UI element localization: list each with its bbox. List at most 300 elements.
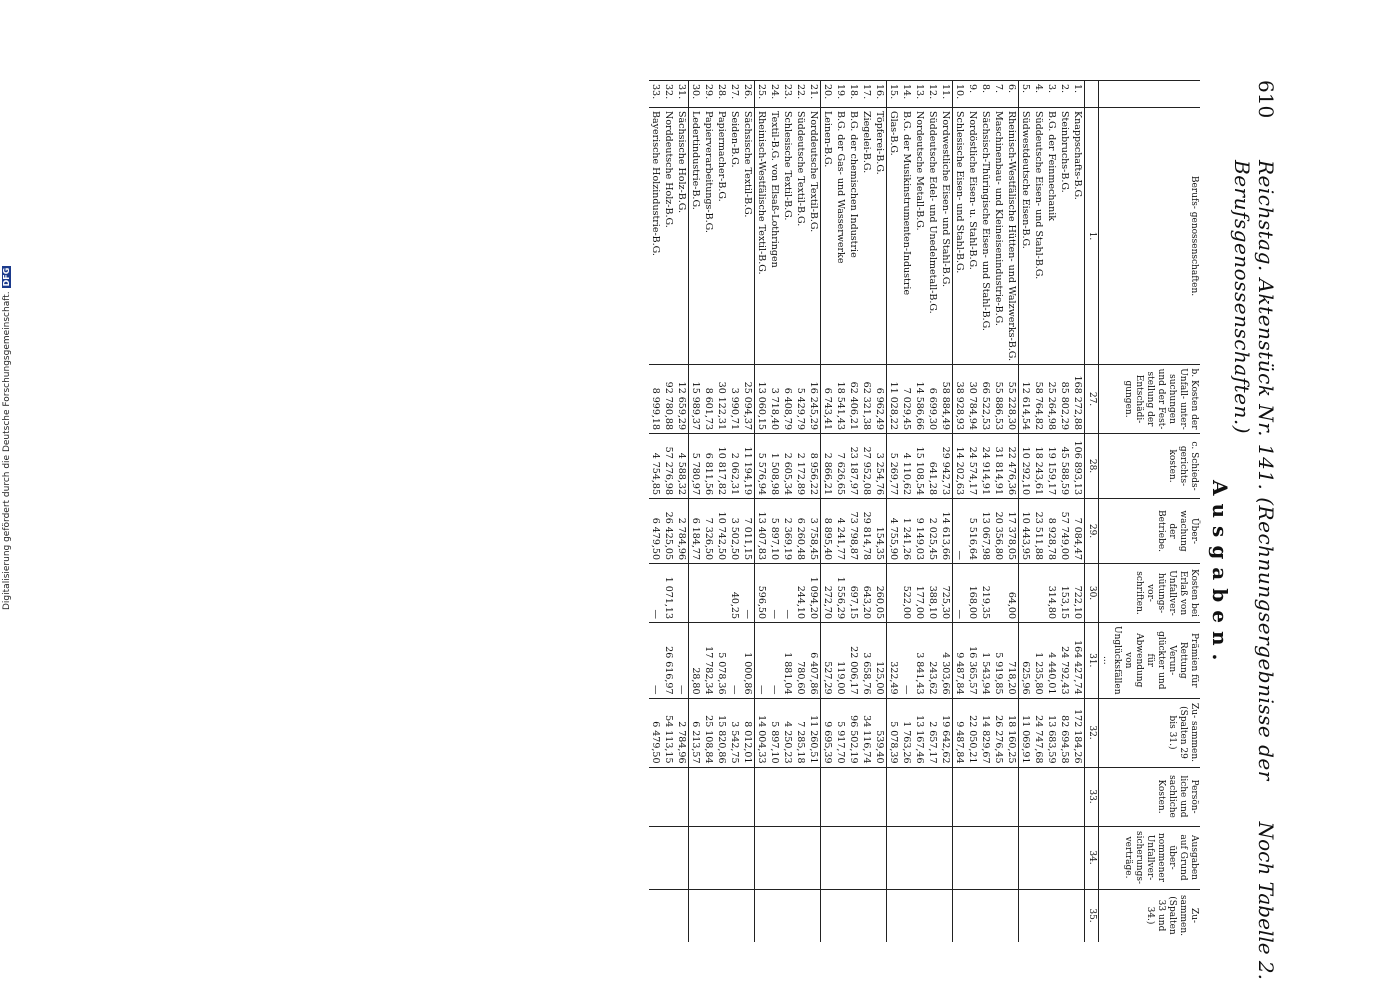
row-number: 2. — [1058, 81, 1071, 108]
column-number: 32. — [1085, 698, 1099, 767]
cell-c31: 28,80 — [689, 623, 703, 699]
cell-c32: 19 642,62 — [939, 698, 953, 767]
cell-c29: 8 928,78 — [1045, 499, 1058, 564]
row-name: Schlesische Textil-B.G. — [781, 108, 794, 365]
cell-c31: 1 000,86 — [741, 623, 755, 699]
table-row — [1019, 81, 1033, 942]
row-number: 3. — [1045, 81, 1058, 108]
cell-c30: 244,10 — [794, 564, 807, 623]
row-name: Nordöstliche Eisen- u. Stahl-B.G. — [966, 108, 979, 365]
column-number: 34. — [1085, 826, 1099, 889]
cell-c27: 7 029,45 — [900, 365, 913, 434]
empty-cell — [1058, 767, 1071, 826]
empty-cell — [1019, 767, 1033, 826]
empty-cell — [1019, 889, 1033, 942]
row-name: Süddeutsche Eisen- und Stahl-B.G. — [1032, 108, 1045, 365]
row-name: Sächsische Holz-B.G. — [675, 108, 689, 365]
cell-c28: 57 276,98 — [662, 434, 675, 499]
empty-cell — [675, 889, 689, 942]
column-header: Prämien für Rettung Verun- glückter und für Abwendung von Unglücksfällen ... — [1099, 623, 1201, 699]
cell-c28: 4 754,85 — [649, 434, 662, 499]
empty-cell — [860, 767, 873, 826]
row-number: 9. — [966, 81, 979, 108]
table-row — [887, 81, 901, 942]
cell-c32: 7 285,18 — [794, 698, 807, 767]
cell-c32: 24 747,68 — [1032, 698, 1045, 767]
empty-cell — [755, 767, 769, 826]
empty-cell — [715, 767, 728, 826]
cell-c27: 8 601,73 — [702, 365, 715, 434]
cell-c31: — — [900, 623, 913, 699]
table-reference: Noch Tabelle 2. — [1254, 821, 1278, 980]
cell-c31: 243,62 — [926, 623, 939, 699]
cell-c28: 5 780,97 — [689, 434, 703, 499]
cell-c27: 6 699,30 — [926, 365, 939, 434]
section-title: Ausgaben. — [1208, 480, 1232, 669]
row-number: 29. — [702, 81, 715, 108]
cell-c31: 22 006,17 — [847, 623, 860, 699]
table-row — [821, 81, 835, 942]
empty-cell — [794, 889, 807, 942]
cell-c27: 6 743,41 — [821, 365, 835, 434]
cell-c31: 9 487,84 — [953, 623, 967, 699]
empty-cell — [966, 889, 979, 942]
cell-c30: 1 094,20 — [807, 564, 821, 623]
cell-c28: 7 626,65 — [834, 434, 847, 499]
cell-c28: 6 811,56 — [702, 434, 715, 499]
column-number: 35. — [1085, 889, 1099, 942]
empty-cell — [1058, 826, 1071, 889]
row-name: Schlesische Eisen- und Stahl-B.G. — [953, 108, 967, 365]
row-number: 14. — [900, 81, 913, 108]
cell-c32: 11 260,51 — [807, 698, 821, 767]
cell-c29: 6 479,50 — [649, 499, 662, 564]
cell-c27: 15 989,37 — [689, 365, 703, 434]
cell-c31: 1 543,94 — [979, 623, 992, 699]
dfg-logo: DFG — [2, 267, 11, 287]
table-row — [939, 81, 953, 942]
cell-c31: — — [675, 623, 689, 699]
row-name: Ledertindustrie-B.G. — [689, 108, 703, 365]
cell-c32: 13 683,59 — [1045, 698, 1058, 767]
empty-cell — [675, 826, 689, 889]
empty-cell — [913, 767, 926, 826]
row-number: 30. — [689, 81, 703, 108]
row-number: 33. — [649, 81, 662, 108]
cell-c32: 8 012,01 — [741, 698, 755, 767]
cell-c31: 5 919,85 — [992, 623, 1005, 699]
row-number: 32. — [662, 81, 675, 108]
cell-c30: — — [741, 564, 755, 623]
cell-c28: 2 172,89 — [794, 434, 807, 499]
empty-cell — [860, 889, 873, 942]
empty-cell — [794, 826, 807, 889]
cell-c29: 29 814,78 — [860, 499, 873, 564]
empty-cell — [1058, 889, 1071, 942]
cell-c28: 5 269,77 — [887, 434, 901, 499]
cell-c32: 14 004,33 — [755, 698, 769, 767]
row-name: Sächsische Textil-B.G. — [741, 108, 755, 365]
cell-c31: 24 792,43 — [1058, 623, 1071, 699]
cell-c28: 3 254,76 — [873, 434, 887, 499]
empty-cell — [807, 889, 821, 942]
cell-c31: 125,00 — [873, 623, 887, 699]
cell-c30: 314,80 — [1045, 564, 1058, 623]
cell-c27: 38 928,93 — [953, 365, 967, 434]
cell-c31: 119,00 — [834, 623, 847, 699]
table-row — [979, 81, 992, 942]
table-row — [966, 81, 979, 942]
empty-cell — [821, 826, 835, 889]
cell-c28: 24 914,91 — [979, 434, 992, 499]
empty-cell — [953, 889, 967, 942]
cell-c30: 697,15 — [847, 564, 860, 623]
column-header: Ausgaben auf Grund über- nommener Unfallver- sicherungs- verträge. — [1099, 826, 1201, 889]
cell-c31: 3 658,76 — [860, 623, 873, 699]
cell-c29: 13 067,98 — [979, 499, 992, 564]
row-number: 20. — [821, 81, 835, 108]
cell-c32: 6 213,57 — [689, 698, 703, 767]
row-name: Süddeutsche Edel- und Unedelmetall-B.G. — [926, 108, 939, 365]
row-number: 26. — [741, 81, 755, 108]
column-header: Persön- liche und sachliche Kosten. — [1099, 767, 1201, 826]
cell-c31: — — [728, 623, 741, 699]
column-number: 1. — [1085, 108, 1099, 365]
empty-cell — [1071, 889, 1085, 942]
cell-c29: 10 742,50 — [715, 499, 728, 564]
empty-cell — [1019, 826, 1033, 889]
row-number: 28. — [715, 81, 728, 108]
cell-c30: 272,70 — [821, 564, 835, 623]
cell-c30: 388,10 — [926, 564, 939, 623]
empty-cell — [1045, 889, 1058, 942]
row-number: 1. — [1071, 81, 1085, 108]
empty-cell — [675, 767, 689, 826]
column-header: Zu- sammen. (Spalten 29 bis 31.) — [1099, 698, 1201, 767]
cell-c32: 54 113,15 — [662, 698, 675, 767]
column-header: Kosten bei Erlaß von Unfallver- hütungs- vor- schriften. — [1099, 564, 1201, 623]
cell-c28: 23 187,97 — [847, 434, 860, 499]
row-number: 13. — [913, 81, 926, 108]
row-number: 21. — [807, 81, 821, 108]
cell-c30: 168,00 — [966, 564, 979, 623]
cell-c30: — — [953, 564, 967, 623]
table-row — [1032, 81, 1045, 942]
cell-c31: 16 365,57 — [966, 623, 979, 699]
empty-cell — [649, 767, 662, 826]
cell-c29: 9 149,03 — [913, 499, 926, 564]
cell-c29: 73 798,87 — [847, 499, 860, 564]
cell-c29: 3 502,50 — [728, 499, 741, 564]
empty-cell — [979, 767, 992, 826]
row-name: Norddeutsche Holz-B.G. — [662, 108, 675, 365]
row-name: Rheinisch-Westfälische Textil-B.G. — [755, 108, 769, 365]
row-number: 6. — [1005, 81, 1019, 108]
cell-c30 — [675, 564, 689, 623]
cell-c30: 153,15 — [1058, 564, 1071, 623]
row-name: Knappschafts-B.G. — [1071, 108, 1085, 365]
column-header: Über- wachung der Betriebe. — [1099, 499, 1201, 564]
table-row — [702, 81, 715, 942]
cell-c29: 2 025,45 — [926, 499, 939, 564]
cell-c32: 4 250,23 — [781, 698, 794, 767]
table-row — [1058, 81, 1071, 942]
cell-c27: 16 245,29 — [807, 365, 821, 434]
row-name: Papiermacher-B.G. — [715, 108, 728, 365]
cell-c27: 58 884,49 — [939, 365, 953, 434]
cell-c31: 625,96 — [1019, 623, 1033, 699]
cell-c28: 2 866,21 — [821, 434, 835, 499]
empty-cell — [926, 767, 939, 826]
row-name: Rheinisch-Westfälische Hütten- und Walzwerks-B.G. — [1005, 108, 1019, 365]
row-number: 7. — [992, 81, 1005, 108]
empty-cell — [847, 767, 860, 826]
empty-cell — [1045, 767, 1058, 826]
empty-cell — [689, 826, 703, 889]
table-row — [873, 81, 887, 942]
row-name: B.G. der Feinmechanik — [1045, 108, 1058, 365]
cell-c32: 5 897,10 — [768, 698, 781, 767]
empty-cell — [1045, 826, 1058, 889]
footer-credit — [2, 266, 12, 610]
page-header — [1230, 80, 1280, 980]
empty-cell — [953, 826, 967, 889]
empty-cell — [913, 826, 926, 889]
column-header: Zu- sammen. (Spalten 33 und 34.) — [1099, 889, 1201, 942]
cell-c30: — — [768, 564, 781, 623]
row-number: 23. — [781, 81, 794, 108]
empty-cell — [887, 767, 901, 826]
empty-cell — [702, 889, 715, 942]
cell-c27: 62 406,21 — [847, 365, 860, 434]
empty-cell — [662, 767, 675, 826]
empty-cell — [1032, 826, 1045, 889]
empty-cell — [689, 767, 703, 826]
row-number: 24. — [768, 81, 781, 108]
row-number: 25. — [755, 81, 769, 108]
cell-c30: 40,25 — [728, 564, 741, 623]
cell-c28: 29 942,73 — [939, 434, 953, 499]
cell-c29: 8 895,40 — [821, 499, 835, 564]
cell-c28: 31 814,91 — [992, 434, 1005, 499]
empty-cell — [768, 767, 781, 826]
cell-c28: 45 588,59 — [1058, 434, 1071, 499]
empty-cell — [1032, 767, 1045, 826]
cell-c31: — — [649, 623, 662, 699]
page-number: 610 — [1254, 80, 1278, 119]
row-name: Leinen-B.G. — [821, 108, 835, 365]
table-row — [675, 81, 689, 942]
table-row — [781, 81, 794, 942]
empty-cell — [887, 826, 901, 889]
row-number: 10. — [953, 81, 967, 108]
table-row — [807, 81, 821, 942]
row-number: 4. — [1032, 81, 1045, 108]
cell-c27: 12 614,54 — [1019, 365, 1033, 434]
empty-cell — [992, 767, 1005, 826]
row-name: Maschinenbau- und Kleineisenindustrie-B.G. — [992, 108, 1005, 365]
cell-c29: 154,35 — [873, 499, 887, 564]
cell-c31: 5 078,36 — [715, 623, 728, 699]
row-name: Nordwestliche Eisen- und Stahl-B.G. — [939, 108, 953, 365]
empty-cell — [834, 889, 847, 942]
empty-cell — [873, 826, 887, 889]
cell-c31: 1 235,80 — [1032, 623, 1045, 699]
empty-cell — [728, 889, 741, 942]
cell-c31: 527,29 — [821, 623, 835, 699]
cell-c28: 18 243,61 — [1032, 434, 1045, 499]
data-table — [649, 80, 1200, 942]
empty-cell — [741, 826, 755, 889]
cell-c28: 24 574,17 — [966, 434, 979, 499]
cell-c30 — [887, 564, 901, 623]
row-name: Bayerische Holzindustrie-B.G. — [649, 108, 662, 365]
row-number: 12. — [926, 81, 939, 108]
column-header: c. Schieds- gerichts- kosten. — [1099, 434, 1201, 499]
column-number: 28. — [1085, 434, 1099, 499]
cell-c30: 64,00 — [1005, 564, 1019, 623]
empty-cell — [781, 826, 794, 889]
cell-c30: — — [649, 564, 662, 623]
empty-cell — [662, 826, 675, 889]
cell-c29: 3 758,45 — [807, 499, 821, 564]
cell-c27: 85 802,29 — [1058, 365, 1071, 434]
empty-cell — [1005, 826, 1019, 889]
cell-c28: 8 956,22 — [807, 434, 821, 499]
cell-c28: 4 588,32 — [675, 434, 689, 499]
table-row — [953, 81, 967, 942]
empty-cell — [781, 889, 794, 942]
cell-c32: 96 502,19 — [847, 698, 860, 767]
cell-c32: 1 763,26 — [900, 698, 913, 767]
column-header-row — [1099, 81, 1201, 942]
empty-cell — [860, 826, 873, 889]
row-number: 11. — [939, 81, 953, 108]
row-number: 31. — [675, 81, 689, 108]
cell-c27: 6 962,49 — [873, 365, 887, 434]
empty-cell — [662, 889, 675, 942]
empty-cell — [900, 889, 913, 942]
empty-cell — [755, 889, 769, 942]
table-row — [992, 81, 1005, 942]
cell-c29: 6 260,48 — [794, 499, 807, 564]
cell-c28: 2 605,34 — [781, 434, 794, 499]
empty-cell — [728, 826, 741, 889]
footer-text: Digitalisierung gefördert durch die Deutsche Forschungsgemeinschaft. — [2, 291, 12, 610]
empty-cell — [913, 889, 926, 942]
row-name: B.G. der Musikinstrumenten-Industrie — [900, 108, 913, 365]
cell-c28: 10 817,82 — [715, 434, 728, 499]
table-row — [715, 81, 728, 942]
cell-c30 — [1019, 564, 1033, 623]
empty-cell — [926, 826, 939, 889]
cell-c27: 92 780,88 — [662, 365, 675, 434]
cell-c32: 34 116,74 — [860, 698, 873, 767]
cell-c30: 1 071,13 — [662, 564, 675, 623]
cell-c28: 10 292,10 — [1019, 434, 1033, 499]
cell-c27: 25 264,98 — [1045, 365, 1058, 434]
cell-c30: 722,10 — [1071, 564, 1085, 623]
cell-c32: 25 108,84 — [702, 698, 715, 767]
empty-cell — [715, 889, 728, 942]
cell-c29: 4 241,77 — [834, 499, 847, 564]
row-name: B.G. der chemischen Industrie — [847, 108, 860, 365]
cell-c30 — [1032, 564, 1045, 623]
row-name: B.G. der Gas- und Wasserwerke — [834, 108, 847, 365]
row-name: Sächsisch-Thüringische Eisen- und Stahl-B.G. — [979, 108, 992, 365]
row-name: Norddeutsche Textil-B.G. — [807, 108, 821, 365]
row-name: Textil-B.G. von Elsaß-Lothringen — [768, 108, 781, 365]
cell-c28: 2 062,31 — [728, 434, 741, 499]
column-number: 27. — [1085, 365, 1099, 434]
empty-cell — [1071, 826, 1085, 889]
cell-c32: 26 276,45 — [992, 698, 1005, 767]
cell-c27: 13 060,15 — [755, 365, 769, 434]
empty-cell — [900, 767, 913, 826]
cell-c29: 20 356,80 — [992, 499, 1005, 564]
empty-cell — [992, 889, 1005, 942]
cell-c32: 2 784,96 — [675, 698, 689, 767]
cell-c30: 1 556,29 — [834, 564, 847, 623]
table-row — [900, 81, 913, 942]
row-number: 8. — [979, 81, 992, 108]
cell-c31: 1 881,04 — [781, 623, 794, 699]
row-name: Steinbruchs-B.G. — [1058, 108, 1071, 365]
table-row — [926, 81, 939, 942]
cell-c29: 10 443,95 — [1019, 499, 1033, 564]
cell-c30: 177,00 — [913, 564, 926, 623]
cell-c27: 66 522,53 — [979, 365, 992, 434]
cell-c30: 725,30 — [939, 564, 953, 623]
table-body — [649, 81, 1085, 942]
empty-cell — [794, 767, 807, 826]
empty-cell — [834, 767, 847, 826]
cell-c28: 27 952,08 — [860, 434, 873, 499]
empty-cell — [807, 826, 821, 889]
empty-cell — [966, 767, 979, 826]
cell-c32: 2 657,17 — [926, 698, 939, 767]
cell-c29: 23 511,88 — [1032, 499, 1045, 564]
cell-c30 — [702, 564, 715, 623]
cell-c32: 11 069,91 — [1019, 698, 1033, 767]
empty-cell — [702, 826, 715, 889]
cell-c27: 18 541,43 — [834, 365, 847, 434]
cell-c31: 4 440,01 — [1045, 623, 1058, 699]
cell-c28: 4 110,62 — [900, 434, 913, 499]
row-name: Ziegelei-B.G. — [860, 108, 873, 365]
row-number: 17. — [860, 81, 873, 108]
table-row — [741, 81, 755, 942]
cell-c27: 58 764,82 — [1032, 365, 1045, 434]
empty-cell — [768, 826, 781, 889]
empty-cell — [807, 767, 821, 826]
table-row — [649, 81, 662, 942]
cell-c29: 17 378,05 — [1005, 499, 1019, 564]
empty-cell — [702, 767, 715, 826]
cell-c27: 11 028,22 — [887, 365, 901, 434]
cell-c27: 8 999,18 — [649, 365, 662, 434]
empty-cell — [834, 826, 847, 889]
empty-cell — [979, 826, 992, 889]
cell-c29: 7 326,50 — [702, 499, 715, 564]
empty-cell — [781, 767, 794, 826]
empty-cell — [847, 826, 860, 889]
cell-c31: 780,60 — [794, 623, 807, 699]
cell-c30 — [715, 564, 728, 623]
empty-cell — [847, 889, 860, 942]
cell-c28: 22 476,36 — [1005, 434, 1019, 499]
column-number-row — [1085, 81, 1099, 942]
